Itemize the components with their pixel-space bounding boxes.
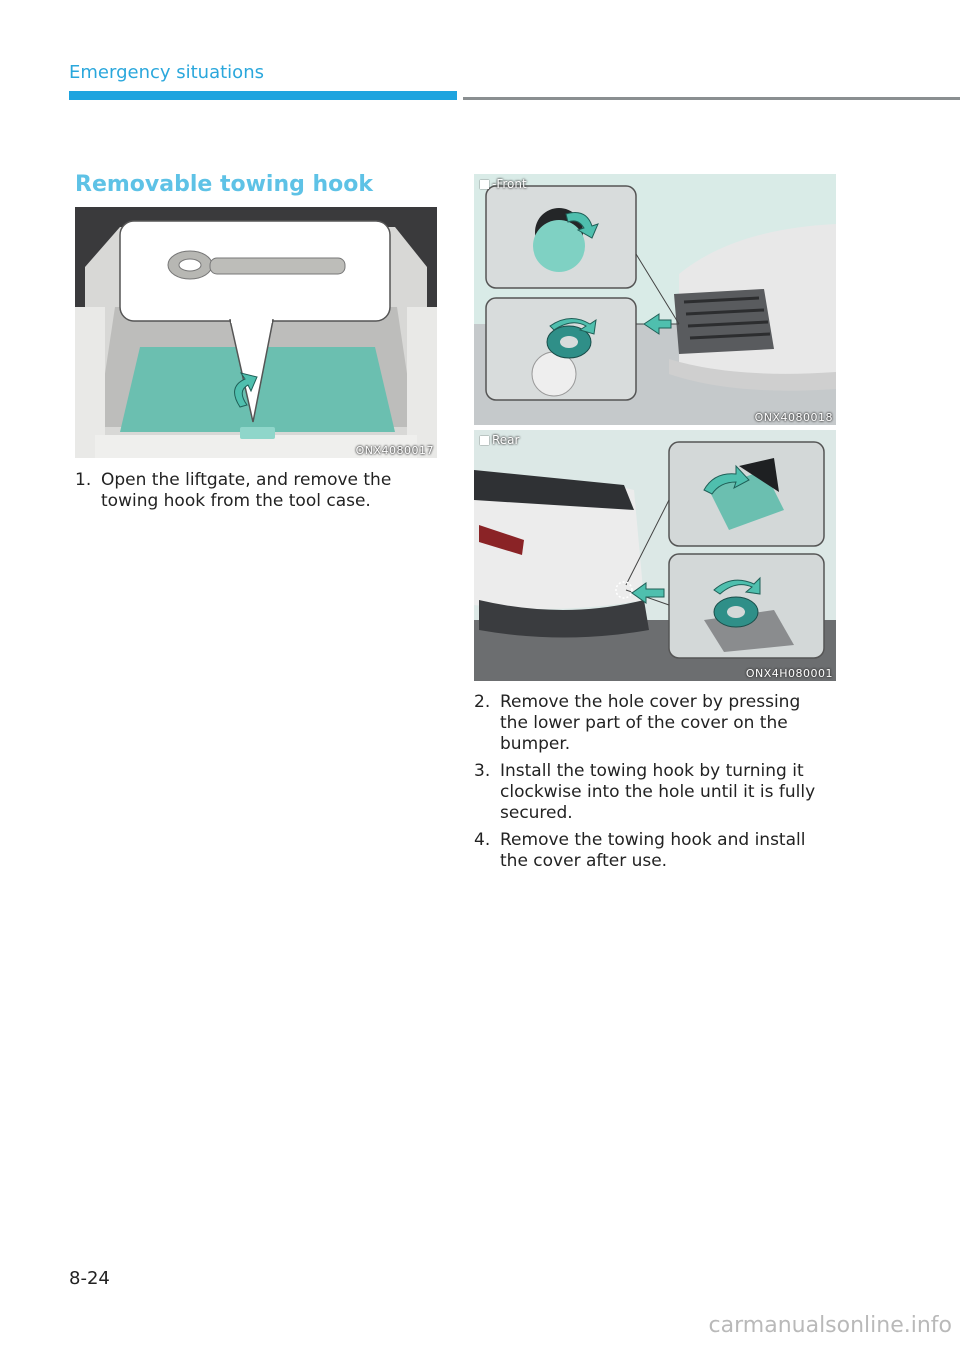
step-text-line: the cover after use. (500, 851, 668, 871)
step-text-line: Install the towing hook by turning it (500, 761, 804, 781)
figure-code-trunk: ONX4080017 (355, 444, 434, 457)
rear-towing-illustration (474, 430, 836, 681)
step-4 (474, 830, 880, 872)
step-text-line: Remove the hole cover by pressing (500, 692, 801, 712)
header-section-title: Emergency situations (69, 62, 264, 83)
figure-code-rear: ONX4H080001 (745, 667, 833, 680)
step-text-line: bumper. (500, 734, 571, 754)
step-number: 4. (474, 830, 491, 850)
header-rule-blue (69, 91, 457, 100)
step-number: 1. (75, 470, 92, 490)
step-text-line: towing hook from the tool case. (101, 491, 371, 511)
figure-code-front: ONX4080018 (754, 411, 833, 424)
step-3 (474, 761, 880, 824)
step-text-line: the lower part of the cover on the (500, 713, 788, 733)
header-rule-gray (463, 97, 960, 100)
page-number: 8-24 (69, 1268, 110, 1289)
step-1 (75, 470, 471, 512)
step-text-line: secured. (500, 803, 573, 823)
step-number: 3. (474, 761, 491, 781)
step-text-line: Open the liftgate, and remove the (101, 470, 392, 490)
figure-label-text: -Front (492, 177, 527, 191)
watermark: carmanualsonline.info (708, 1313, 952, 1338)
figure-label-front (480, 177, 527, 191)
trunk-illustration (75, 207, 437, 458)
section-title: Removable towing hook (75, 172, 374, 197)
step-text-line: clockwise into the hole until it is fully (500, 782, 816, 802)
figure-label-rear (480, 433, 519, 447)
step-text-line: Remove the towing hook and install (500, 830, 806, 850)
front-towing-illustration (474, 174, 836, 425)
step-2 (474, 692, 880, 755)
step-number: 2. (474, 692, 491, 712)
figure-label-text: Rear (492, 433, 520, 447)
